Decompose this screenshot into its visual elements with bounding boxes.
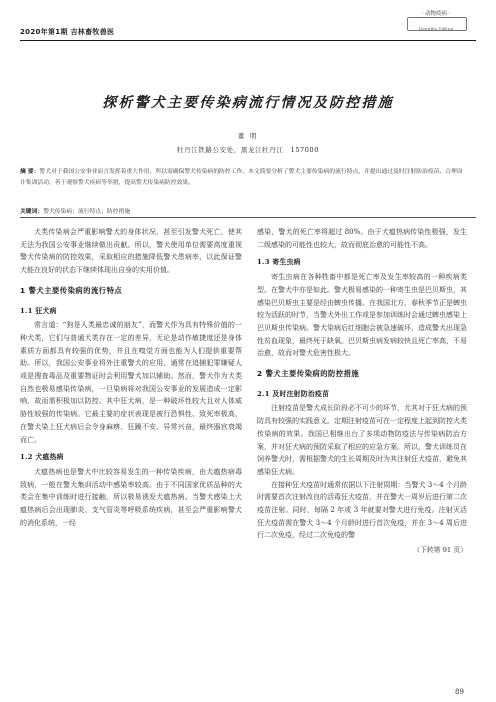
body-paragraph: 寄生虫病在各种牲畜中都是死亡率及发生率较高的一种疾病类型。在警犬中亦是如此。警犬极易感染的一种寄生虫是巴贝斯虫，其感染巴贝斯虫主要是经由蜱虫传播。在我国北方，春秋季节正是蜱虫较为活跃的时节，当警犬外出工作或是参加训练时会通过蜱虫感染上巴贝斯虫传染病。警犬染病后红细胞会被急速破坏，造成警犬出现急性贫血现象，最终死于缺氧。巴贝斯虫病发病较快且死亡率高，不易治愈，故而对警犬危害性极大。 (257, 273, 467, 358)
body-paragraph: 在接种狂犬疫苗时通常依据以下注射周期：当警犬 3～4 个月龄时需要首次注射改良的活毒狂犬疫苗，并在警犬一周岁后进行第二次疫苗注射。同时，每隔 2 年或 3 年就要对警犬进行免疫。注射灭活狂犬疫苗需在警犬 3～4 个月龄时进行首次免疫，并在 3～4 周后进行二次免疫，经过二次免疫的警 (257, 480, 467, 540)
keywords-text: 警犬传染病；流行特点；防控措施 (43, 209, 131, 215)
subsection-heading: 2.1 及时注射防治疫苗 (257, 389, 330, 398)
section-heading: 1 警犬主要传染病的流行特点 (20, 285, 123, 295)
abstract (20, 167, 467, 188)
continued-note: （下转第 91 页） (413, 546, 467, 555)
author: 董 明 (237, 132, 259, 140)
abstract-text: 警犬对于我国公安事业而言发挥着重大作用，所以需确保警犬传染病的防控工作。本文简要分析了警犬主要传染病的流行特点，并提出通过及时注射防治疫苗、合理设计集训活动，善于观察警犬疾病等举措，提高警犬传染病防控效果。 (20, 169, 463, 186)
section-tag (407, 9, 465, 31)
left-column (20, 226, 242, 529)
page-number: 89 (455, 688, 464, 696)
section-tag-cn: · 动物疫病 · (421, 11, 451, 17)
keywords-label: 关键词： (20, 209, 44, 215)
subsection-heading: 1.3 寄生虫病 (257, 258, 301, 267)
abstract-label: 摘 要： (20, 169, 40, 175)
right-column (257, 226, 467, 557)
keywords-rule (20, 217, 476, 218)
journal-header: 2020年第1期 吉林畜牧兽医 (20, 28, 115, 36)
subsection-heading: 1.1 狂犬病 (20, 306, 57, 315)
article-title: 探析警犬主要传染病流行情况及防控措施 (102, 95, 394, 111)
body-paragraph: 犬瘟热病也是警犬中比较容易发生的一种传染疾病，由犬瘟热病毒致病，一般在警犬集训活动中感染率较高。由于不同国家优质品种的犬类会在集中训练时进行接触，所以极易诱发犬瘟热病。当警犬感染上犬瘟热病后会出现肺炎、支气管炎等呼吸系统疾病，甚至会严重影响警犬的消化系统，一经 (20, 467, 242, 527)
subsection-heading: 1.2 犬瘟热病 (20, 453, 64, 462)
body-paragraph: 常言道：“狗是人类最忠诚的朋友”，而警犬作为具有特殊价值的一种犬类，它们与普通犬类存在一定的差异，无论是动作敏捷度还是身体素质方面都具有较强的优势，并且在嗅觉方面也能为人们提供重要帮助。所以，我国公安事业将外注重警犬的应用，通常在追捕犯罪嫌疑人或是搜查毒品及重要物证时会利用警犬加以辅助。然而，警犬作为犬类自然也极易感染传染病，一旦染病将对我国公安事业的发展造成一定影响，故而需积极加以防控。其中狂犬病，是一种破坏性较大且对人体威胁性较强的传染病。它最主要的症状表现是被行恐惧性、致死率极高，在警犬染上狂犬病后会令身麻痹、狂躁不安、异常兴奋，最终器官衰竭而亡。 (20, 321, 242, 444)
body-paragraph: 注射疫苗是警犬成长阶段必不可少的环节，尤其对于狂犬病的预防具有较强的实践意义。定期注射疫苗可在一定程度上起到防控犬类传染病的效果。我国已相继出台了多项动物防疫法与传染病防治方案，并对狂犬病的预防采取了相应的应急方案。所以，警犬训练员在饲养警犬时，需根据警犬的生长周期及时为其注射狂犬疫苗，避免其感染狂犬病。 (257, 404, 467, 476)
section-heading: 2 警犬主要传染病的防控措施 (257, 369, 360, 379)
keywords (20, 206, 467, 215)
intro-paragraph: 犬类传染病会严重影响警犬的身体状况，甚至引发警犬死亡，使其无法为我国公安事业继续做出贡献。所以，警犬使用单位需要高度重视警犬传染病的防控效果，采取相应的措施降低警犬患病率，以此保证警犬能在良好的状态下继续体现出自身的实用价值。 (20, 228, 242, 275)
section-tag-en: DongWu YiBing (418, 26, 454, 31)
affiliation: 牡丹江铁路公安处，黑龙江牡丹江 157000 (176, 146, 319, 154)
body-paragraph: 感染，警犬的死亡率将超过 80%。由于犬瘟热病传染性极强，发生二级感染的可能性也较大，故而彻底治愈的可能性不高。 (257, 228, 467, 249)
header-rule (20, 40, 476, 41)
